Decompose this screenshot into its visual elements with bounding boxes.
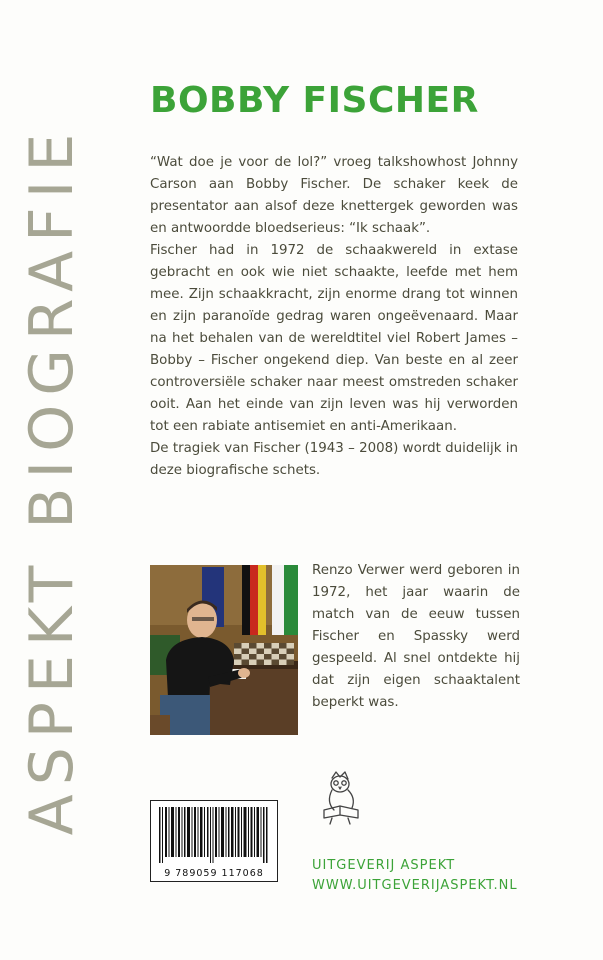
publisher-name: UITGEVERIJ ASPEKT — [312, 858, 456, 873]
isbn-number: 9 789059 117068 — [164, 868, 264, 879]
publisher-website: WWW.UITGEVERIJASPEKT.NL — [312, 878, 518, 893]
blurb-text — [150, 152, 518, 482]
author-photo — [150, 565, 298, 735]
blurb-paragraph: “Wat doe je voor de lol?” vroeg talkshowhost Johnny Carson aan Bobby Fischer. De schaker keek de presentator aan alsof deze knettergek geworden was en antwoordde bloedserieus: “Ik schaak”. — [150, 155, 518, 236]
blurb-paragraph: De tragiek van Fischer (1943 – 2008) wordt duidelijk in deze biografische schets. — [150, 441, 518, 478]
book-title: BOBBY FISCHER — [150, 80, 479, 121]
blurb-paragraph: Fischer had in 1972 de schaakwereld in extase gebracht en ook wie niet schaakte, leefde met hem mee. Zijn schaakkracht, zijn enorme drang tot winnen en zijn paranoïde gedrag waren ongeëvenaard. Maar na het behalen van de wereldtitel viel Robert James – Bobby – Fischer ongekend diep. Van beste en al zeer controversiële schaker naar meest omstreden schaker ooit. Aan het einde van zijn leven was hij verworden tot een rabiate antisemiet en anti-Amerikaan. — [150, 243, 518, 434]
publisher-info — [312, 856, 518, 896]
barcode-icon — [159, 807, 269, 863]
barcode — [150, 800, 278, 882]
series-title-vertical: ASPEKT BIOGRAFIE — [17, 124, 87, 836]
author-bio: Renzo Verwer werd geboren in 1972, het jaar waarin de match van de eeuw tussen Fischer en Spassky werd gespeeld. Al snel ontdekte hij dat zijn eigen schaaktalent beperkt was. — [312, 563, 520, 710]
owl-reading-logo-icon — [318, 768, 366, 828]
